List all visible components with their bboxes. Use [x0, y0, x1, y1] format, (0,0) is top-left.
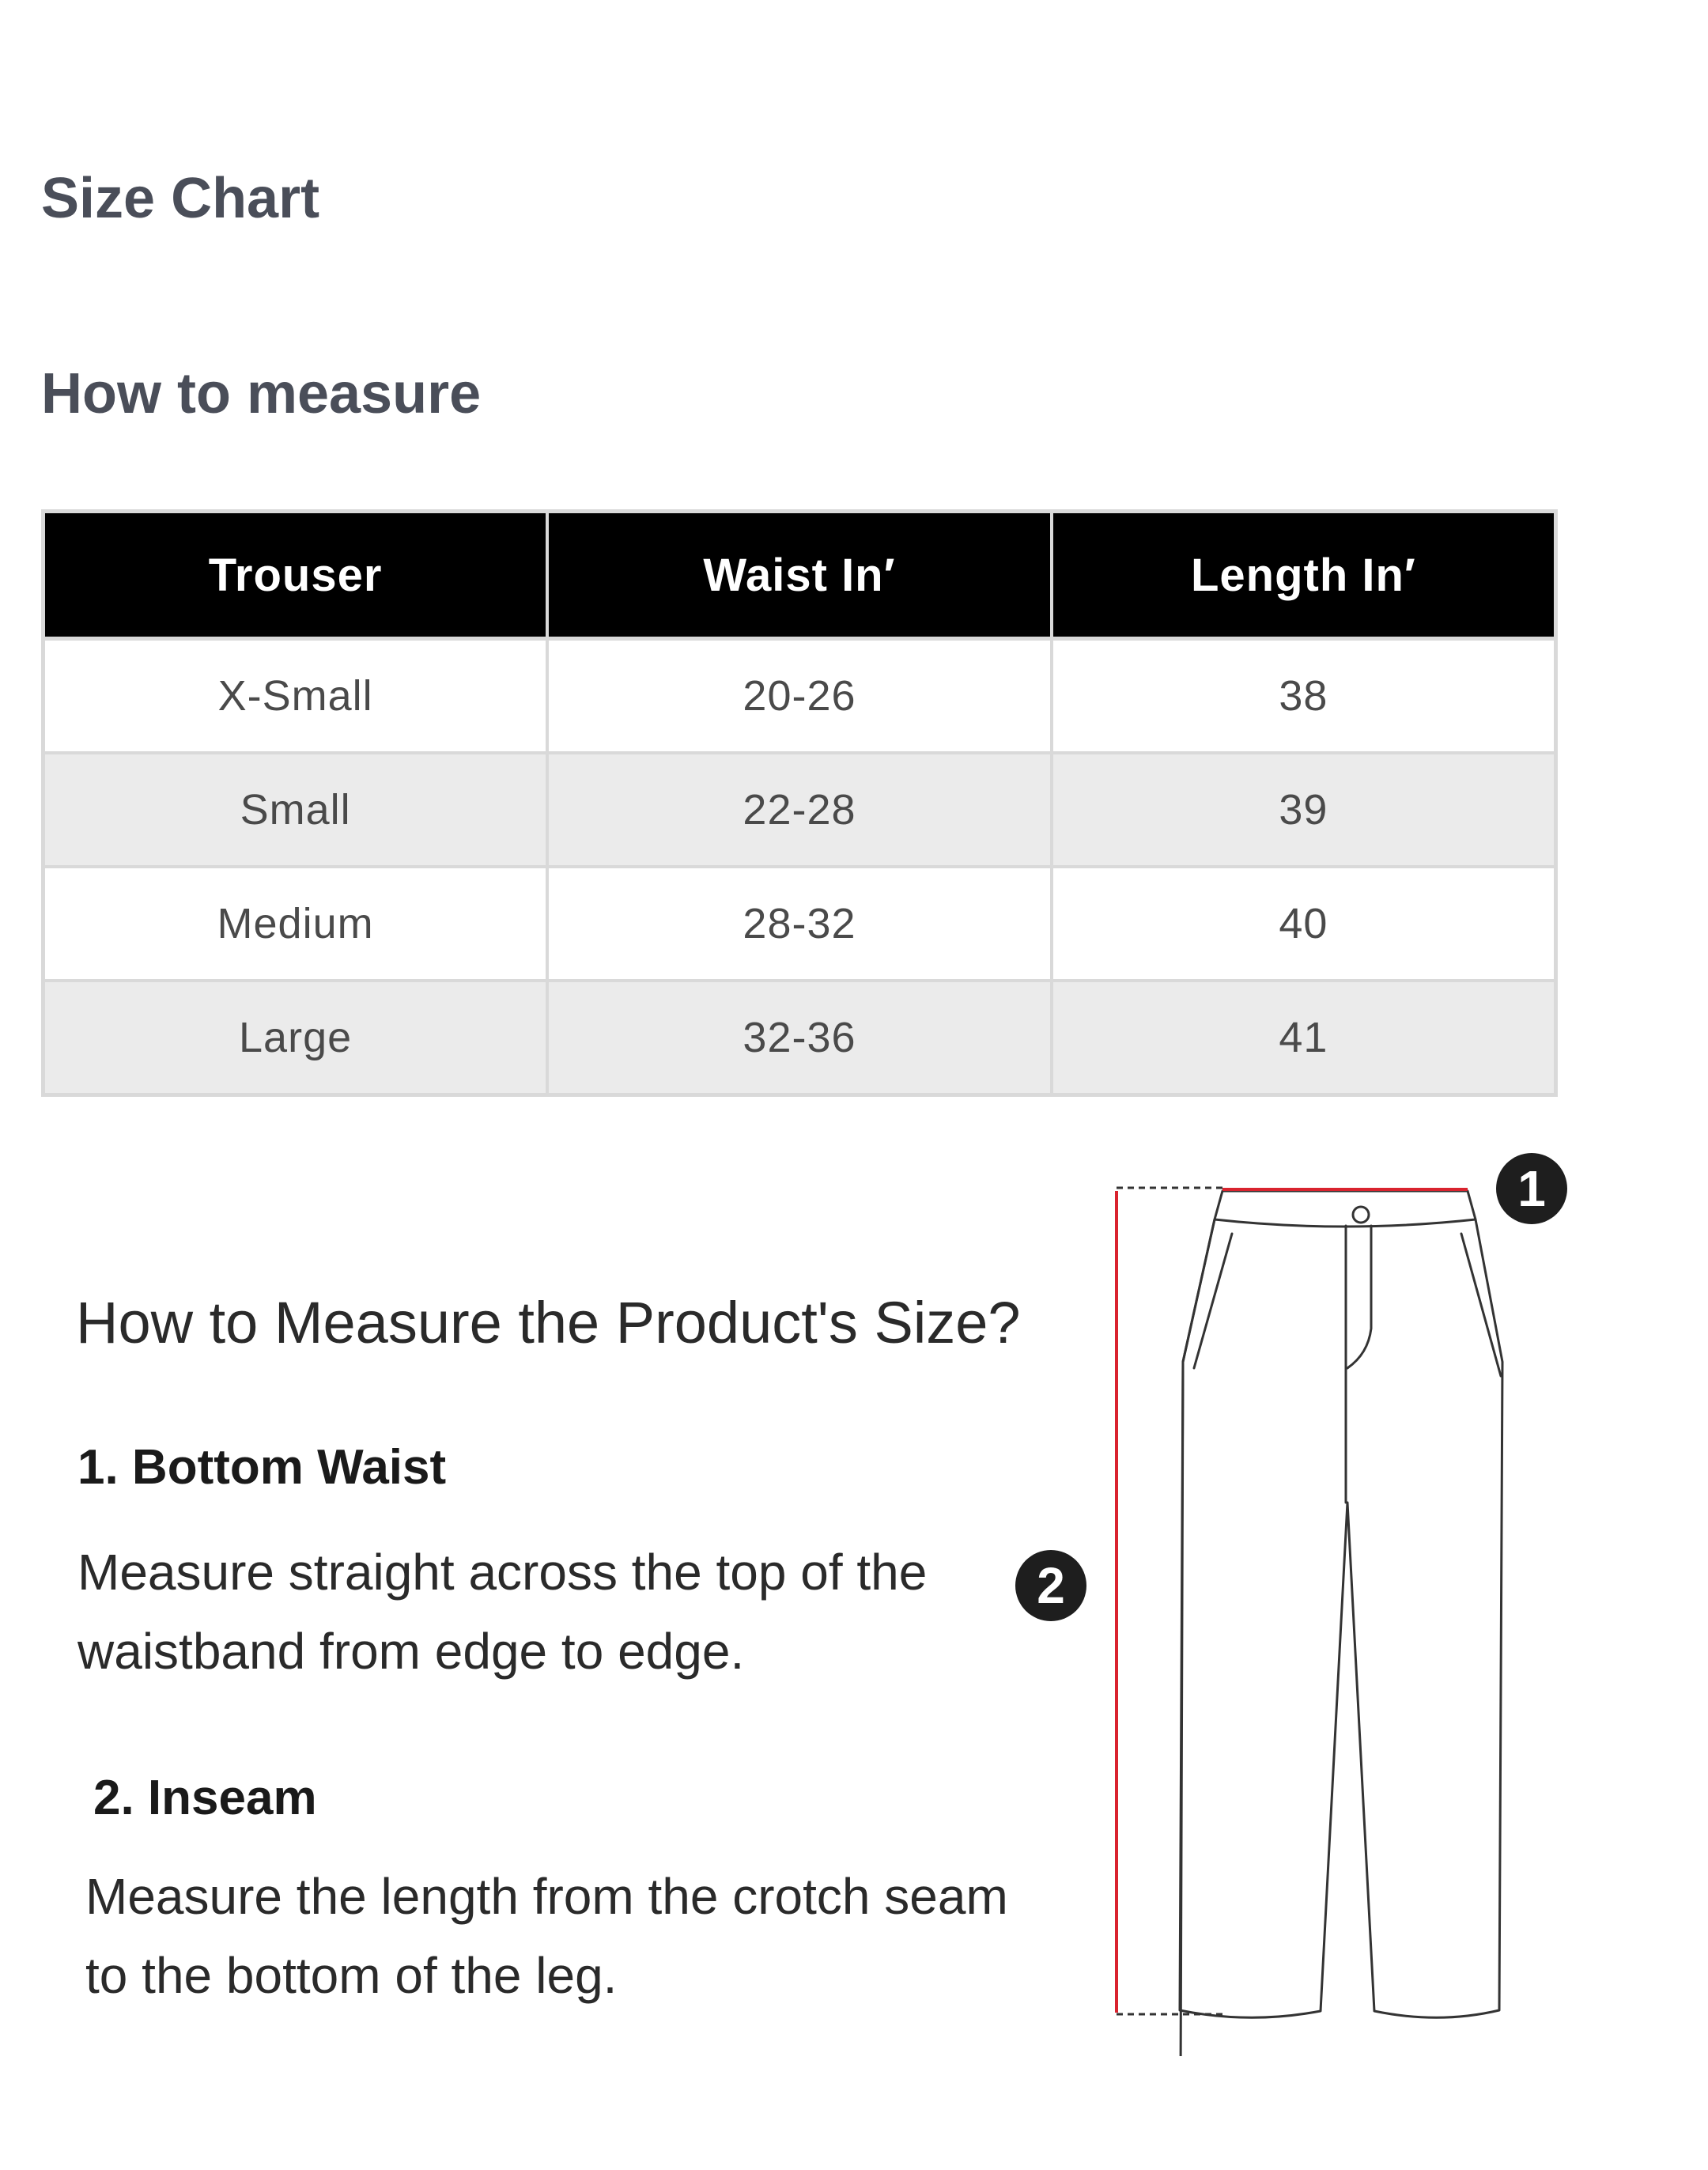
table-cell-length: 41 [1052, 981, 1556, 1095]
table-cell-waist: 28-32 [547, 867, 1052, 981]
table-cell-waist: 22-28 [547, 753, 1052, 867]
trouser-diagram [1028, 1147, 1581, 2056]
step-text-inseam-line2: to the bottom of the leg. [85, 1947, 618, 2004]
table-cell-length: 38 [1052, 639, 1556, 754]
step-text-waist-line1: Measure straight across the top of the [77, 1544, 928, 1601]
table-cell-waist: 20-26 [547, 639, 1052, 754]
guide-title: How to Measure the Product's Size? [76, 1290, 1021, 1355]
table-cell-waist: 32-36 [547, 981, 1052, 1095]
table-cell-size: Small [43, 753, 548, 867]
trouser-outline-icon [1028, 1147, 1581, 2056]
waist-number-badge: 1 [1496, 1153, 1567, 1224]
column-header-waist: Waist In′ [547, 512, 1052, 639]
step-text-waist-line2: waistband from edge to edge. [77, 1623, 745, 1680]
column-header-length: Length In′ [1052, 512, 1556, 639]
column-header-trouser: Trouser [43, 512, 548, 639]
table-cell-size: Large [43, 981, 548, 1095]
table-row [43, 867, 1556, 981]
table-cell-length: 40 [1052, 867, 1556, 981]
step-text-inseam-line1: Measure the length from the crotch seam [85, 1868, 1008, 1925]
size-table [41, 509, 1558, 1097]
step-heading-inseam: 2. Inseam [93, 1771, 317, 1825]
table-row [43, 753, 1556, 867]
page-title: Size Chart [41, 167, 320, 230]
section-title: How to measure [41, 362, 482, 425]
table-cell-size: Medium [43, 867, 548, 981]
table-cell-size: X-Small [43, 639, 548, 754]
table-cell-length: 39 [1052, 753, 1556, 867]
table-row [43, 639, 1556, 754]
length-number-badge: 2 [1015, 1550, 1086, 1621]
table-row [43, 981, 1556, 1095]
step-heading-waist: 1. Bottom Waist [77, 1440, 447, 1495]
table-header-row [43, 512, 1556, 639]
